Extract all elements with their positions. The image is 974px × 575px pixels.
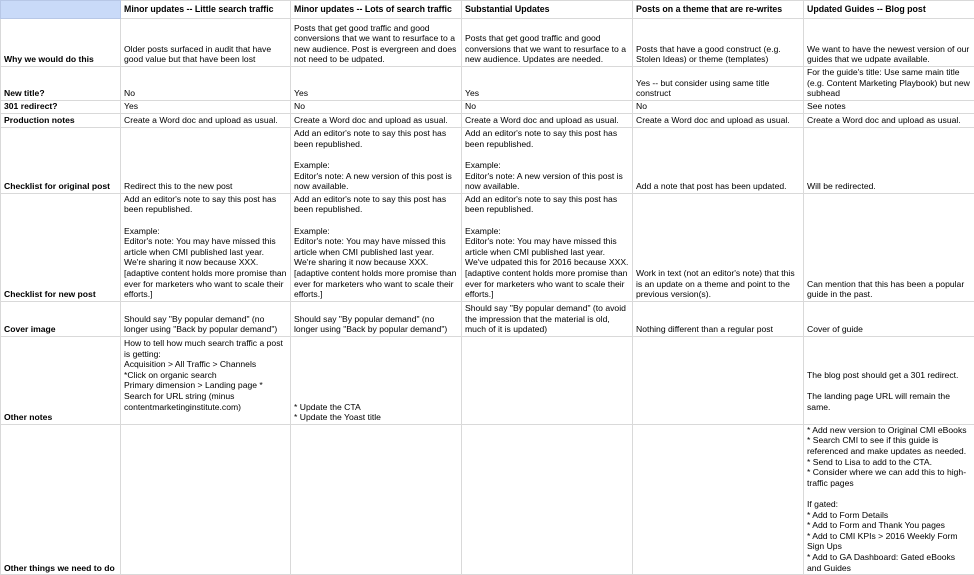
grid-cell[interactable]: Yes bbox=[291, 67, 462, 101]
grid-cell[interactable] bbox=[462, 336, 633, 424]
table-row bbox=[1, 113, 974, 127]
grid-cell[interactable]: Yes bbox=[121, 100, 291, 113]
grid-cell[interactable]: Redirect this to the new post bbox=[121, 127, 291, 193]
column-header[interactable]: Substantial Updates bbox=[462, 1, 633, 19]
header-row bbox=[1, 1, 974, 19]
grid-cell[interactable] bbox=[633, 424, 804, 574]
grid-cell[interactable]: Create a Word doc and upload as usual. bbox=[121, 113, 291, 127]
grid-cell[interactable]: See notes bbox=[804, 100, 974, 113]
column-header[interactable]: Minor updates -- Lots of search traffic bbox=[291, 1, 462, 19]
grid-cell[interactable]: How to tell how much search traffic a post is getting: Acquisition > All Traffic > Channels *Click on organic search Primary dimension > Landing page * Search for URL string (minus contentmarketinginstitute.com) bbox=[121, 336, 291, 424]
table-row bbox=[1, 424, 974, 574]
grid-cell[interactable]: Yes -- but consider using same title construct bbox=[633, 67, 804, 101]
grid-cell[interactable]: Should say "By popular demand" (no longer using "Back by popular demand") bbox=[121, 301, 291, 336]
row-label[interactable]: Production notes bbox=[1, 113, 121, 127]
grid-cell[interactable]: Can mention that this has been a popular guide in the past. bbox=[804, 193, 974, 301]
grid-cell[interactable]: Work in text (not an editor's note) that this is an update on a theme and point to the previous version(s). bbox=[633, 193, 804, 301]
table-row bbox=[1, 336, 974, 424]
grid-cell[interactable]: Should say "By popular demand" (to avoid the impression that the material is old, much of it is updated) bbox=[462, 301, 633, 336]
table-row bbox=[1, 19, 974, 67]
grid-cell[interactable]: No bbox=[633, 100, 804, 113]
row-label[interactable]: Other things we need to do bbox=[1, 424, 121, 574]
grid-cell[interactable] bbox=[633, 336, 804, 424]
table-row bbox=[1, 100, 974, 113]
grid-cell[interactable]: No bbox=[291, 100, 462, 113]
grid-cell[interactable]: * Add new version to Original CMI eBooks * Search CMI to see if this guide is referenced and make updates as needed. * Send to Lisa to add to the CTA. * Consider where we can add this to high-traffic pages If gated: * Add to Form Details * Add to Form and Thank You pages * Add to CMI KPIs > 2016 Weekly Form Sign Ups * Add to GA Dashboard: Gated eBooks and Guides bbox=[804, 424, 974, 574]
table-row bbox=[1, 193, 974, 301]
grid-cell[interactable]: Cover of guide bbox=[804, 301, 974, 336]
grid-cell[interactable]: The blog post should get a 301 redirect. The landing page URL will remain the same. bbox=[804, 336, 974, 424]
grid-cell[interactable]: * Update the CTA * Update the Yoast title bbox=[291, 336, 462, 424]
header-corner-cell[interactable] bbox=[1, 1, 121, 19]
grid-cell[interactable] bbox=[121, 424, 291, 574]
column-header[interactable]: Minor updates -- Little search traffic bbox=[121, 1, 291, 19]
grid-cell[interactable]: No bbox=[462, 100, 633, 113]
grid-cell[interactable] bbox=[462, 424, 633, 574]
row-label[interactable]: Cover image bbox=[1, 301, 121, 336]
grid-cell[interactable]: Create a Word doc and upload as usual. bbox=[633, 113, 804, 127]
row-label[interactable]: 301 redirect? bbox=[1, 100, 121, 113]
grid-cell[interactable]: Create a Word doc and upload as usual. bbox=[291, 113, 462, 127]
row-label[interactable]: Checklist for original post bbox=[1, 127, 121, 193]
grid-cell[interactable]: Add an editor's note to say this post has been republished. Example: Editor's note: A new version of this post is now available. bbox=[462, 127, 633, 193]
row-label[interactable]: Other notes bbox=[1, 336, 121, 424]
grid-cell[interactable]: Posts that get good traffic and good conversions that we want to resurface to a new audience. Post is evergreen and does not need to be udpated. bbox=[291, 19, 462, 67]
grid-cell[interactable]: Add an editor's note to say this post has been republished. Example: Editor's note: You may have missed this article when CMI published last year. We're sharing it now because XXX. [adaptive content holds more promise than ever for marketers who want to scale their efforts.] bbox=[121, 193, 291, 301]
grid-cell[interactable]: Create a Word doc and upload as usual. bbox=[804, 113, 974, 127]
table-row bbox=[1, 301, 974, 336]
table-row bbox=[1, 127, 974, 193]
grid-cell[interactable]: Create a Word doc and upload as usual. bbox=[462, 113, 633, 127]
grid-cell[interactable]: Should say "By popular demand" (no longer using "Back by popular demand") bbox=[291, 301, 462, 336]
grid-cell[interactable]: Yes bbox=[462, 67, 633, 101]
grid-cell[interactable]: Older posts surfaced in audit that have good value but that have been lost bbox=[121, 19, 291, 67]
grid-cell[interactable]: Posts that have a good construct (e.g. Stolen Ideas) or theme (templates) bbox=[633, 19, 804, 67]
row-label[interactable]: New title? bbox=[1, 67, 121, 101]
grid-cell[interactable]: Posts that get good traffic and good conversions that we want to resurface to a new audience. Updates are needed. bbox=[462, 19, 633, 67]
row-label[interactable]: Checklist for new post bbox=[1, 193, 121, 301]
grid-cell[interactable]: Add an editor's note to say this post has been republished. Example: Editor's note: You may have missed this article when CMI published last year. We've udpated this for 2016 because XXX. [adaptive content holds more promise than ever for marketers who want to scale their efforts.] bbox=[462, 193, 633, 301]
grid-cell[interactable]: Will be redirected. bbox=[804, 127, 974, 193]
grid-cell[interactable]: We want to have the newest version of our guides that we udpate available. bbox=[804, 19, 974, 67]
grid-cell[interactable] bbox=[291, 424, 462, 574]
grid-cell[interactable]: Add a note that post has been updated. bbox=[633, 127, 804, 193]
grid-cell[interactable]: Add an editor's note to say this post has been republished. Example: Editor's note: A new version of this post is now available. bbox=[291, 127, 462, 193]
column-header[interactable]: Posts on a theme that are re-writes bbox=[633, 1, 804, 19]
grid-cell[interactable]: No bbox=[121, 67, 291, 101]
column-header[interactable]: Updated Guides -- Blog post bbox=[804, 1, 974, 19]
table-row bbox=[1, 67, 974, 101]
grid-cell[interactable]: Add an editor's note to say this post has been republished. Example: Editor's note: You may have missed this article when CMI published last year. We're sharing it now because XXX. [adaptive content holds more promise than ever for marketers who want to scale their efforts.] bbox=[291, 193, 462, 301]
grid-cell[interactable]: Nothing different than a regular post bbox=[633, 301, 804, 336]
grid-cell[interactable]: For the guide's title: Use same main title (e.g. Content Marketing Playbook) but new subhead bbox=[804, 67, 974, 101]
row-label[interactable]: Why we would do this bbox=[1, 19, 121, 67]
